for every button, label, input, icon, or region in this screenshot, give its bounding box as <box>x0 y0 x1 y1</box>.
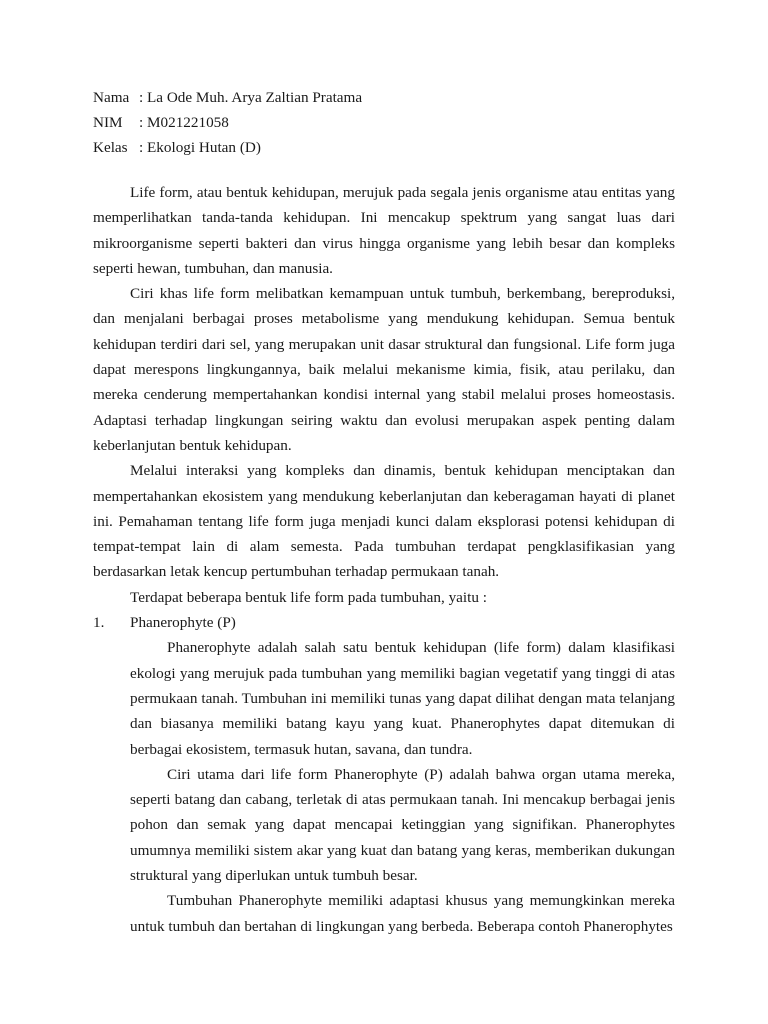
student-info-header <box>93 85 362 160</box>
list-item-number: 1. <box>93 614 105 632</box>
list-item-paragraph: Phanerophyte adalah salah satu bentuk kehidupan (life form) dalam klasifikasi ekologi yang merujuk pada tumbuhan yang memiliki bagian vegetatif yang tinggi di atas permukaan tanah. Tumbuhan ini memiliki tunas yang dapat dilihat dengan mata telanjang dan biasanya memiliki batang kayu yang kuat. Phanerophytes dapat ditemukan di berbagai ekosistem, termasuk hutan, savana, dan tundra. <box>130 639 675 758</box>
header-value-nim: : M021221058 <box>139 114 229 131</box>
header-row-class <box>93 135 362 160</box>
list-intro: Terdapat beberapa bentuk life form pada tumbuhan, yaitu : <box>130 588 487 606</box>
body-paragraph: Life form, atau bentuk kehidupan, merujuk pada segala jenis organisme atau entitas yang memperlihatkan tanda-tanda kehidupan. Ini mencakup spektrum yang sangat luas dari mikroorganisme seperti bakteri dan virus hingga organisme yang lebih besar dan kompleks seperti hewan, tumbuhan, dan manusia. <box>93 184 675 277</box>
body-paragraph: Melalui interaksi yang kompleks dan dinamis, bentuk kehidupan menciptakan dan mempertahankan ekosistem yang mendukung keberlanjutan dan keberagaman hayati di planet ini. Pemahaman tentang life form juga menjadi kunci dalam eksplorasi potensi kehidupan di tempat-tempat lain di alam semesta. Pada tumbuhan terdapat pengklasifikasian yang berdasarkan letak kencup pertumbuhan terhadap permukaan tanah. <box>93 462 675 581</box>
document-body <box>93 180 675 939</box>
header-row-name <box>93 85 362 110</box>
header-row-nim <box>93 110 362 135</box>
header-value-name: : La Ode Muh. Arya Zaltian Pratama <box>139 89 363 106</box>
header-label-class: Kelas <box>93 139 128 156</box>
list-item-title: Phanerophyte (P) <box>130 614 236 632</box>
list-item-paragraph: Tumbuhan Phanerophyte memiliki adaptasi khusus yang memungkinkan mereka untuk tumbuh dan bertahan di lingkungan yang berbeda. Beberapa contoh Phanerophytes <box>130 892 675 935</box>
list-item-paragraph: Ciri utama dari life form Phanerophyte (P) adalah bahwa organ utama mereka, seperti batang dan cabang, terletak di atas permukaan tanah. Ini mencakup berbagai jenis pohon dan semak yang dapat mencapai ketinggian yang signifikan. Phanerophytes umumnya memiliki sistem akar yang kuat dan batang yang keras, memberikan dukungan struktural yang diperlukan untuk tumbuh besar. <box>130 765 675 885</box>
list-item-heading <box>93 610 675 635</box>
header-value-class: : Ekologi Hutan (D) <box>139 139 261 156</box>
body-paragraph: Ciri khas life form melibatkan kemampuan untuk tumbuh, berkembang, bereproduksi, dan menjalani berbagai proses metabolisme yang mendukung kehidupan. Semua bentuk kehidupan terdiri dari sel, yang merupakan unit dasar struktural dan fungsional. Life form juga dapat merespons lingkungannya, baik melalui mekanisme kimia, fisik, atau perilaku, dan mereka cenderung mempertahankan kondisi internal yang stabil melalui proses homeostasis. Adaptasi terhadap lingkungan seiring waktu dan evolusi merupakan aspek penting dalam keberlanjutan bentuk kehidupan. <box>93 285 675 454</box>
header-label-nim: NIM <box>93 114 123 131</box>
header-label-name: Nama <box>93 89 130 106</box>
list-item <box>93 610 675 939</box>
